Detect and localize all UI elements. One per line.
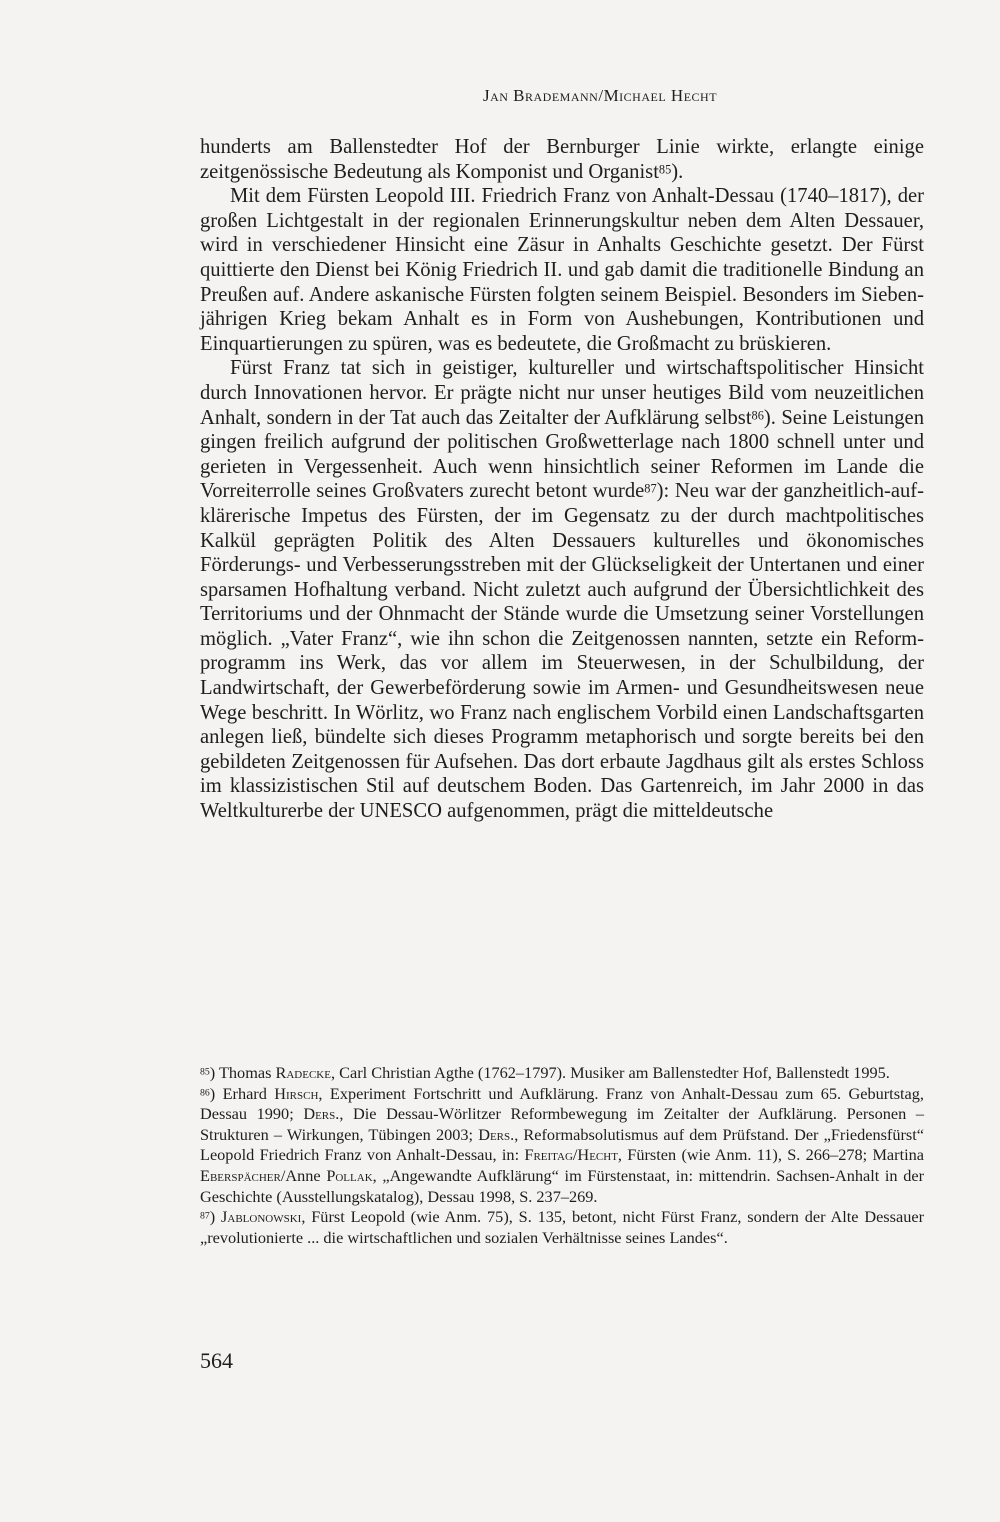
footnote-86-text-1: Erhard bbox=[222, 1083, 275, 1103]
footnote-85-author: Radecke bbox=[275, 1063, 331, 1082]
body-text bbox=[200, 135, 924, 824]
paragraph-1-text: hunderts am Ballenstedter Hof der Bernburger Linie wirkte, erlangte einige zeitgenössische Bedeutung als Komponist und Organist bbox=[200, 136, 924, 183]
footnote-ref-85[interactable]: 85 bbox=[658, 162, 672, 177]
footnote-86-author-6: Pollak bbox=[326, 1165, 373, 1185]
footnote-86-author-5: Eberspächer bbox=[200, 1165, 281, 1185]
footnote-87-author: Jablonowski bbox=[221, 1207, 302, 1227]
footnote-86-text-6: /Anne bbox=[280, 1165, 327, 1185]
footnote-86-text-4: , Reformabsolutismus auf dem Prüfstand. Der „Friedensfürst“ Leopold Friedrich Franz von Anhalt-Dessau, in: bbox=[200, 1124, 924, 1165]
footnote-87: $^{87}$) Jablonowski, Fürst Leopold (wie Anm. 75), S. 135, betont, nicht Fürst Franz, sondern der Alte Dessauer „revolutionierte ... die wirtschaftlichen und sozialen Verhältnisse seines Landes“. bbox=[200, 1207, 924, 1247]
footnote-mark-85: 85 bbox=[200, 1066, 210, 1078]
footnote-ref-87[interactable]: 87 bbox=[644, 482, 657, 496]
footnote-86-text-3: , Die Dessau-Wörlitzer Reformbewegung im Zeitalter der Aufklärung. Personen – Strukturen – Wirkungen, Tübingen 2003; bbox=[200, 1104, 924, 1144]
footnote-86-author-4: Freitag/Hecht bbox=[524, 1145, 618, 1165]
footnote-85-rest: , Carl Christian Agthe (1762–1797). Musiker am Ballenstedter Hof, Ballenstedt 1995. bbox=[330, 1063, 890, 1082]
footnotes bbox=[200, 1063, 924, 1248]
footnote-87-text: , Fürst Leopold (wie Anm. 75), S. 135, betont, nicht Fürst Franz, sondern der Alte Dessauer „revolutionierte ... die wirtschaftlichen und sozialen Verhältnisse seines Landes“. bbox=[200, 1207, 924, 1247]
paragraph-2: Mit dem Fürsten Leopold III. Friedrich Franz von Anhalt-Dessau (1740–1817), der großen Lichtgestalt in der regionalen Erinnerungskultur neben dem Alten Dessauer, wird in verschiedener Hinsicht eine Zäsur in Anhalts Geschichte gesetzt. Der Fürst quittierte den Dienst bei König Friedrich II. und gab damit die traditionelle Bindung an Preußen auf. Andere askanische Fürsten folgten seinem Beispiel. Besonders im Siebenjährigen Krieg bekam Anhalt es in Form von Aushebungen, Kontributionen und Einquartierungen zu spüren, was es bedeutete, die Großmacht zu brüskieren. bbox=[200, 185, 924, 355]
paragraph-3-part-b: ). Seine Leistungen gingen freilich aufgrund der politischen Großwetterlage nach 1800 schnell unter und gerieten in Vergessenheit. Auch wenn hinsichtlich seiner Reformen im Lande die Vorreiterrolle seines Großvaters zurecht betont wurde bbox=[200, 406, 924, 503]
footnote-85-given: Thomas bbox=[218, 1063, 276, 1082]
footnote-86-author-3: Ders. bbox=[478, 1124, 515, 1144]
paragraph-3-part-c: ): Neu war der ganzheitlich-aufklärerische Impetus des Fürsten, der im Gegensatz zu der durch machtpolitisches Kalkül geprägten Politik des Alten Dessauers kulturelles und ökonomisches Förderungs- und Verbesserungsstreben mit der Glückseligkeit der Untertanen und einer sparsamen Hofhaltung verband. Nicht zuletzt auch aufgrund der Übersichtlichkeit des Territoriums und der Ohnmacht der Stände wurde die Umsetzung seiner Vorstellungen möglich. „Vater Franz“, wie ihn schon die Zeitgenossen nannten, setzte ein Reformprogramm ins Werk, das vor allem im Steuerwesen, in der Schulbildung, der Landwirtschaft, der Gewerbeförderung sowie im Armen- und Gesundheitswesen neue Wege beschritt. In Wörlitz, wo Franz nach englischem Vorbild einen Landschaftsgarten anlegen ließ, bündelte sich dieses Programm metaphorisch und sorgte bereits bei den gebildeten Zeitgenossen für Aufsehen. Das dort erbaute Jagdhaus gilt als erstes Schloss im klassizistischen Stil auf deutschem Boden. Das Gartenreich, im Jahr 2000 in das Weltkulturerbe der UNESCO aufgenommen, prägt die mitteldeutsche bbox=[200, 480, 925, 823]
running-head: Jan Brademann/Michael Hecht bbox=[482, 86, 718, 105]
paragraph-1 bbox=[200, 135, 924, 184]
footnote-mark-86: 86 bbox=[200, 1087, 210, 1099]
footnote-86-author-1: Hirsch bbox=[274, 1083, 319, 1103]
paragraph-3 bbox=[200, 356, 924, 823]
paragraph-1-end: ). bbox=[671, 160, 684, 183]
paragraph-3-part-a: Fürst Franz tat sich in geistiger, kultureller und wirtschaftspolitischer Hinsicht durch Innovationen hervor. Er prägte nicht nur unser heutiges Bild vom neuzeitlichen Anhalt, sondern in der Tat auch das Zeitalter der Aufklärung selbst bbox=[200, 357, 924, 429]
footnote-86-text-5: , Fürsten (wie Anm. 11), S. 266–278; Martina bbox=[617, 1145, 924, 1165]
footnote-ref-86[interactable]: 86 bbox=[751, 408, 764, 423]
footnote-86-text-7: , „Angewandte Aufklärung“ im Fürstenstaat, in: mittendrin. Sachsen-Anhalt in der Geschichte (Ausstellungskatalog), Dessau 1998, S. 237–269. bbox=[200, 1165, 925, 1206]
footnote-86-author-2: Ders. bbox=[303, 1104, 340, 1124]
footnote-86: $^{86}$) Erhard Hirsch, Experiment Fortschritt und Aufklärung. Franz von Anhalt-Dessau zum 65. Geburtstag, Dessau 1990; Ders., Die Dessau-Wörlitzer Reformbewegung im Zeitalter der Aufklärung. Personen – Strukturen – Wirkungen, Tübingen 2003; Ders., Reformabsolutismus auf dem Prüfstand. Der „Friedensfürst“ Leopold Friedrich Franz von Anhalt-Dessau, in: Freitag/Hecht, Fürsten (wie Anm. 11), S. 266–278; Martina Eberspächer/Anne Pollak, „Angewandte Aufklärung“ im Fürstenstaat, in: mittendrin. Sachsen-Anhalt in der Geschichte (Ausstellungskatalog), Dessau 1998, S. 237–269. bbox=[200, 1083, 925, 1206]
footnote-86-text-2: , Experiment Fortschritt und Aufklärung. Franz von Anhalt-Dessau zum 65. Geburtstag, Dessau 1990; bbox=[200, 1083, 924, 1124]
footnote-85: $^{85}$) Thomas Radecke, Carl Christian Agthe (1762–1797). Musiker am Ballenstedter Hof, Ballenstedt 1995. bbox=[200, 1063, 890, 1082]
page-number: 564 bbox=[200, 1348, 233, 1373]
footnote-mark-87: 87 bbox=[200, 1210, 210, 1222]
